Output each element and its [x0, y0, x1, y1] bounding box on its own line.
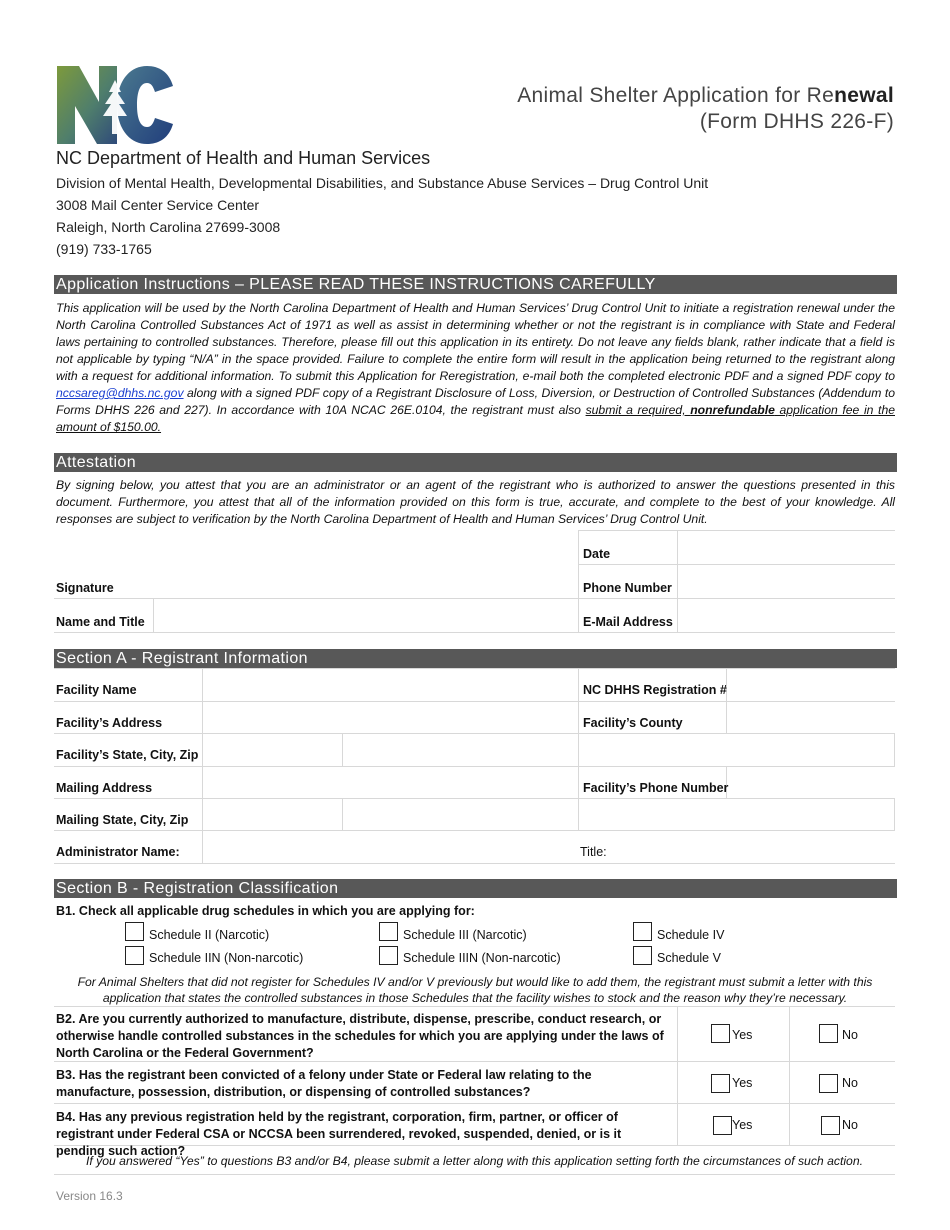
b4-yes-checkbox[interactable] — [713, 1116, 732, 1135]
facility-phone-input[interactable] — [728, 768, 894, 797]
registration-number-input[interactable] — [728, 670, 894, 700]
attestation-heading: Attestation — [54, 453, 897, 472]
facility-address-input[interactable] — [204, 703, 576, 732]
b4-yes-label: Yes — [732, 1118, 753, 1132]
facility-county-label: Facility’s County — [583, 716, 683, 730]
schedule-iin-label: Schedule IIN (Non-narcotic) — [149, 951, 304, 965]
section-b-heading: Section B - Registration Classification — [54, 879, 897, 898]
administrator-name-input[interactable] — [204, 832, 576, 862]
facility-state-input[interactable] — [204, 735, 340, 765]
schedule-iv-label: Schedule IV — [657, 928, 725, 942]
attestation-text: By signing below, you attest that you are an administrator or an agent of the registrant who is authorized to answer the questions presented in this document. Furthermore, you attest that all of the information provided on this form is true, accurate, and complete to the best of your knowledge. All responses are subject to verification by the North Carolina Department of Health and Human Services’ Drug Control Unit. — [56, 478, 895, 526]
facility-city-input[interactable] — [344, 735, 576, 765]
division-name: Division of Mental Health, Developmental Disabilities, and Substance Abuse Services – Drug Control Unit — [56, 175, 709, 191]
b2-yes-checkbox[interactable] — [711, 1024, 730, 1043]
b3-question: B3. Has the registrant been convicted of a felony under State or Federal law relating to the manufacture, possession, distribution, or dispensing of controlled substances? — [56, 1068, 592, 1099]
facility-zip-input[interactable] — [580, 735, 893, 765]
b2-question: B2. Are you currently authorized to manufacture, distribute, dispense, prescribe, conduct research, or otherwise handle controlled substances in the schedules for which you are applying under the laws of North Carolina or the Federal Government? — [56, 1012, 664, 1060]
mailing-city-input[interactable] — [344, 800, 576, 829]
schedule-iin-checkbox[interactable] — [125, 946, 144, 965]
mailing-zip-input[interactable] — [580, 800, 893, 829]
schedule-ii-checkbox[interactable] — [125, 922, 144, 941]
administrator-name-label: Administrator Name: — [56, 845, 180, 859]
form-title: Animal Shelter Application for Renewal — [517, 84, 894, 107]
schedule-iii-checkbox[interactable] — [379, 922, 398, 941]
phone-number: (919) 733-1765 — [56, 241, 152, 257]
schedule-iiin-label: Schedule IIIN (Non-narcotic) — [403, 951, 561, 965]
phone-input[interactable] — [679, 566, 893, 596]
title-label: Title: — [580, 845, 607, 859]
email-link[interactable]: nccsareg@dhhs.nc.gov — [56, 386, 184, 400]
instructions-text: This application will be used by the North Carolina Department of Health and Human Services’ Drug Control Unit to initiate a registration renewal under the North Carolina Controlled Substances Act of 1971 as well as assist in determining whether or not the registrant is in compliance with State and Federal laws pertaining to controlled substances. Therefore, please fill out this application in its entirety. Do not leave any fields blank, rather indicate that a field is not applicable by typing “N/A” in the space provided. Failure to complete the entire form will result in the application being returned to the registrant along with a request for additional information. To submit this Application for Reregistration, e-mail both the completed electronic PDF and a signed PDF copy to nccsareg@dhhs.nc.gov along with a signed PDF copy of a Registrant Disclosure of Loss, Diversion, or Destruction of Controlled Substances (Addendum to Forms DHHS 226 and 227). In accordance with 10A NCAC 26E.0104, the registrant must also submit a required, nonrefundable application fee in the amount of $150.00. — [56, 301, 895, 434]
facility-name-input[interactable] — [204, 670, 576, 700]
address-line-2: Raleigh, North Carolina 27699-3008 — [56, 219, 281, 235]
mailing-address-input[interactable] — [204, 768, 576, 797]
email-input[interactable] — [679, 600, 893, 630]
date-label: Date — [583, 547, 611, 561]
schedule-note: For Animal Shelters that did not register for Schedules IV and/or V previously but would like to add them, the registrant must submit a letter with this application that states the controlled substances in those Schedules that the facility wishes to stock and the reason why they’re necessary. — [77, 975, 873, 1005]
facility-county-input[interactable] — [728, 703, 894, 732]
facility-state-label: Facility’s State, City, Zip — [56, 748, 199, 762]
mailing-address-label: Mailing Address — [56, 781, 153, 795]
schedule-v-label: Schedule V — [657, 951, 721, 965]
b3-yes-checkbox[interactable] — [711, 1074, 730, 1093]
facility-name-label: Facility Name — [56, 683, 137, 697]
nc-logo — [55, 64, 175, 146]
b4-question: B4. Has any previous registration held by the registrant, corporation, firm, partner, or officer of registrant under Federal CSA or NCCSA been surrendered, revoked, suspended, denied, or is it pending such action? — [56, 1110, 622, 1158]
name-title-label: Name and Title — [56, 615, 145, 629]
mailing-state-input[interactable] — [204, 800, 340, 829]
b3-no-checkbox[interactable] — [819, 1074, 838, 1093]
form-number: (Form DHHS 226-F) — [699, 110, 894, 133]
schedule-iiin-checkbox[interactable] — [379, 946, 398, 965]
b3-yes-label: Yes — [732, 1076, 753, 1090]
facility-address-label: Facility’s Address — [56, 716, 163, 730]
b1-question: B1. Check all applicable drug schedules in which you are applying for: — [56, 904, 475, 918]
mailing-state-label: Mailing State, City, Zip — [56, 813, 189, 827]
email-label: E-Mail Address — [583, 615, 673, 629]
b2-no-checkbox[interactable] — [819, 1024, 838, 1043]
signature-input[interactable] — [54, 530, 574, 596]
facility-phone-label: Facility’s Phone Number — [583, 781, 729, 795]
b4-no-label: No — [842, 1118, 858, 1132]
signature-label: Signature — [56, 581, 114, 595]
b2-no-label: No — [842, 1028, 858, 1042]
schedule-ii-label: Schedule II (Narcotic) — [149, 928, 270, 942]
b4-no-checkbox[interactable] — [821, 1116, 840, 1135]
instructions-heading: Application Instructions – PLEASE READ THESE INSTRUCTIONS CAREFULLY — [54, 275, 897, 294]
name-title-input[interactable] — [154, 600, 574, 630]
schedule-v-checkbox[interactable] — [633, 946, 652, 965]
schedule-iii-label: Schedule III (Narcotic) — [403, 928, 527, 942]
title-input[interactable] — [615, 832, 893, 862]
address-line-1: 3008 Mail Center Service Center — [56, 197, 260, 213]
department-name: NC Department of Health and Human Services — [56, 148, 431, 168]
section-a-heading: Section A - Registrant Information — [54, 649, 897, 668]
registration-number-label: NC DHHS Registration # — [583, 683, 727, 697]
version-label: Version 16.3 — [56, 1189, 123, 1203]
b2-yes-label: Yes — [732, 1028, 753, 1042]
b3-no-label: No — [842, 1076, 858, 1090]
date-input[interactable] — [679, 532, 893, 562]
schedule-iv-checkbox[interactable] — [633, 922, 652, 941]
phone-label: Phone Number — [583, 581, 672, 595]
final-note: If you answered “Yes” to questions B3 and/or B4, please submit a letter along with this application setting forth the circumstances of such action. — [85, 1154, 864, 1168]
